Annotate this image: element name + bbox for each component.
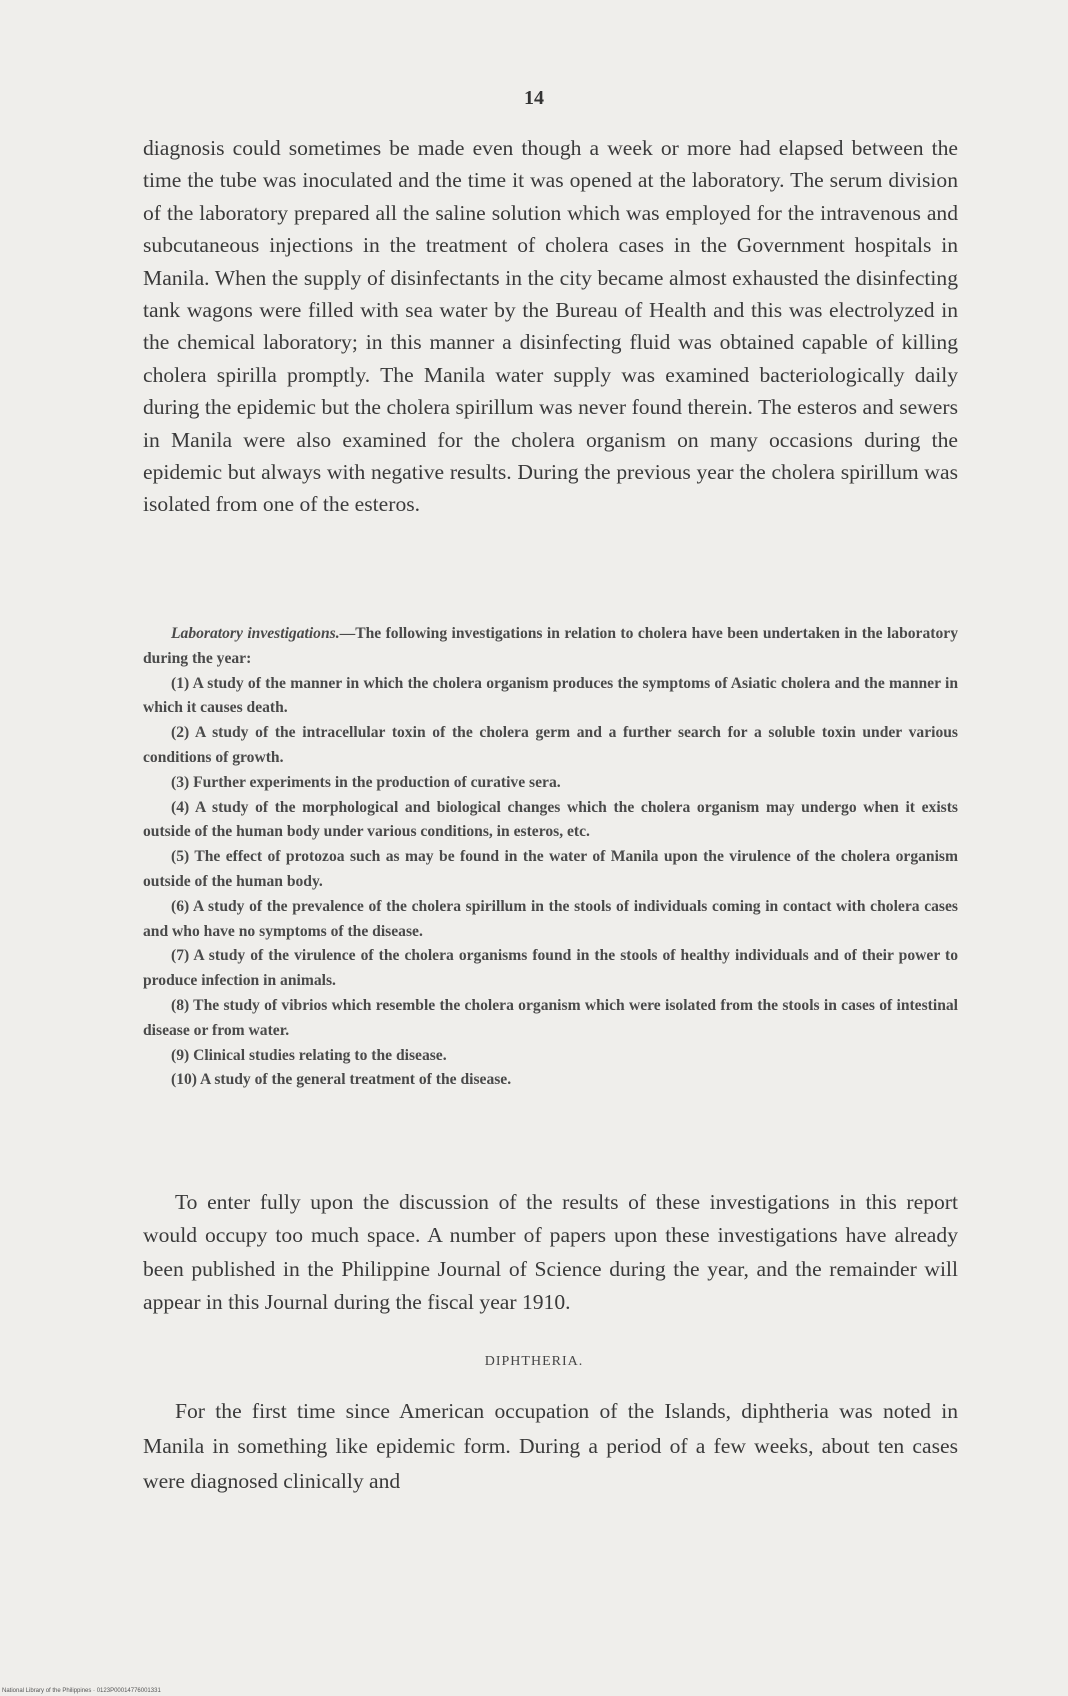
investigation-item-3: (3) Further experiments in the production of curative sera. — [171, 773, 561, 791]
laboratory-investigations-section — [143, 622, 958, 1093]
investigation-item-5: (5) The effect of protozoa such as may be found in the water of Manila upon the virulence of the cholera organism outside of the human body. — [143, 848, 958, 890]
footer-credit: National Library of the Philippines · 0123P00014776001331 — [2, 1688, 161, 1694]
investigation-item-10: (10) A study of the general treatment of the disease. — [171, 1071, 512, 1089]
investigation-item-2: (2) A study of the intracellular toxin of the cholera germ and a further search for a soluble toxin under various conditions of growth. — [143, 724, 958, 766]
body-paragraph-investigations-discussion: To enter fully upon the discussion of the results of these investigations in this report would occupy too much space. A number of papers upon these investigations have already been published in the Philippine Journal of Science during the year, and the remainder will appear in this Journal during the fiscal year 1910. — [143, 1190, 958, 1315]
section-heading-diphtheria: DIPHTHERIA. — [484, 1354, 584, 1369]
investigation-item-9: (9) Clinical studies relating to the disease. — [171, 1046, 447, 1064]
investigation-item-6: (6) A study of the prevalence of the cholera spirillum in the stools of individuals coming in contact with cholera cases and who have no symptoms of the disease. — [143, 897, 958, 940]
investigation-item-4: (4) A study of the morphological and biological changes which the cholera organism may undergo when it exists outside of the human body under various conditions, in esteros, etc. — [143, 798, 958, 841]
investigations-intro — [143, 622, 958, 672]
body-paragraph-diphtheria: For the first time since American occupation of the Islands, diphtheria was noted in Manila in something like epidemic form. During a period of a few weeks, about ten cases were diagnosed clinically and — [143, 1399, 958, 1493]
body-paragraph-cholera-laboratory: diagnosis could sometimes be made even though a week or more had elapsed between the time the tube was inoculated and the time it was opened at the laboratory. The serum division of the laboratory prepared all the saline solution which was employed for the intravenous and subcutaneous injections in the treatment of cholera cases in the Government hospitals in Manila. When the supply of disinfectants in the city became almost exhausted the disinfecting tank wagons were filled with sea water by the Bureau of Health and this was electrolyzed in the chemical laboratory; in this manner a disinfecting fluid was obtained capable of killing cholera spirilla promptly. The Manila water supply was examined bacteriologically daily during the epidemic but the cholera spirillum was never found therein. The esteros and sewers in Manila were also examined for the cholera organism on many occasions during the epidemic but always with negative results. During the previous year the cholera spirillum was isolated from one of the esteros. — [143, 136, 958, 517]
investigations-heading: Laboratory investigations. — [171, 625, 340, 642]
investigation-item-8: (8) The study of vibrios which resemble the cholera organism which were isolated from the stools in cases of intestinal disease or from water. — [143, 996, 958, 1039]
investigations-intro-text: —The following investigations in relation to cholera have been undertaken in the laboratory during the year: — [143, 625, 958, 667]
investigation-item-7: (7) A study of the virulence of the cholera organisms found in the stools of healthy individuals and of their power to produce infection in animals. — [143, 947, 958, 990]
investigation-item-1: (1) A study of the manner in which the cholera organism produces the symptoms of Asiatic cholera and the manner in which it causes death. — [143, 674, 958, 717]
page-number: 14 — [524, 87, 544, 109]
